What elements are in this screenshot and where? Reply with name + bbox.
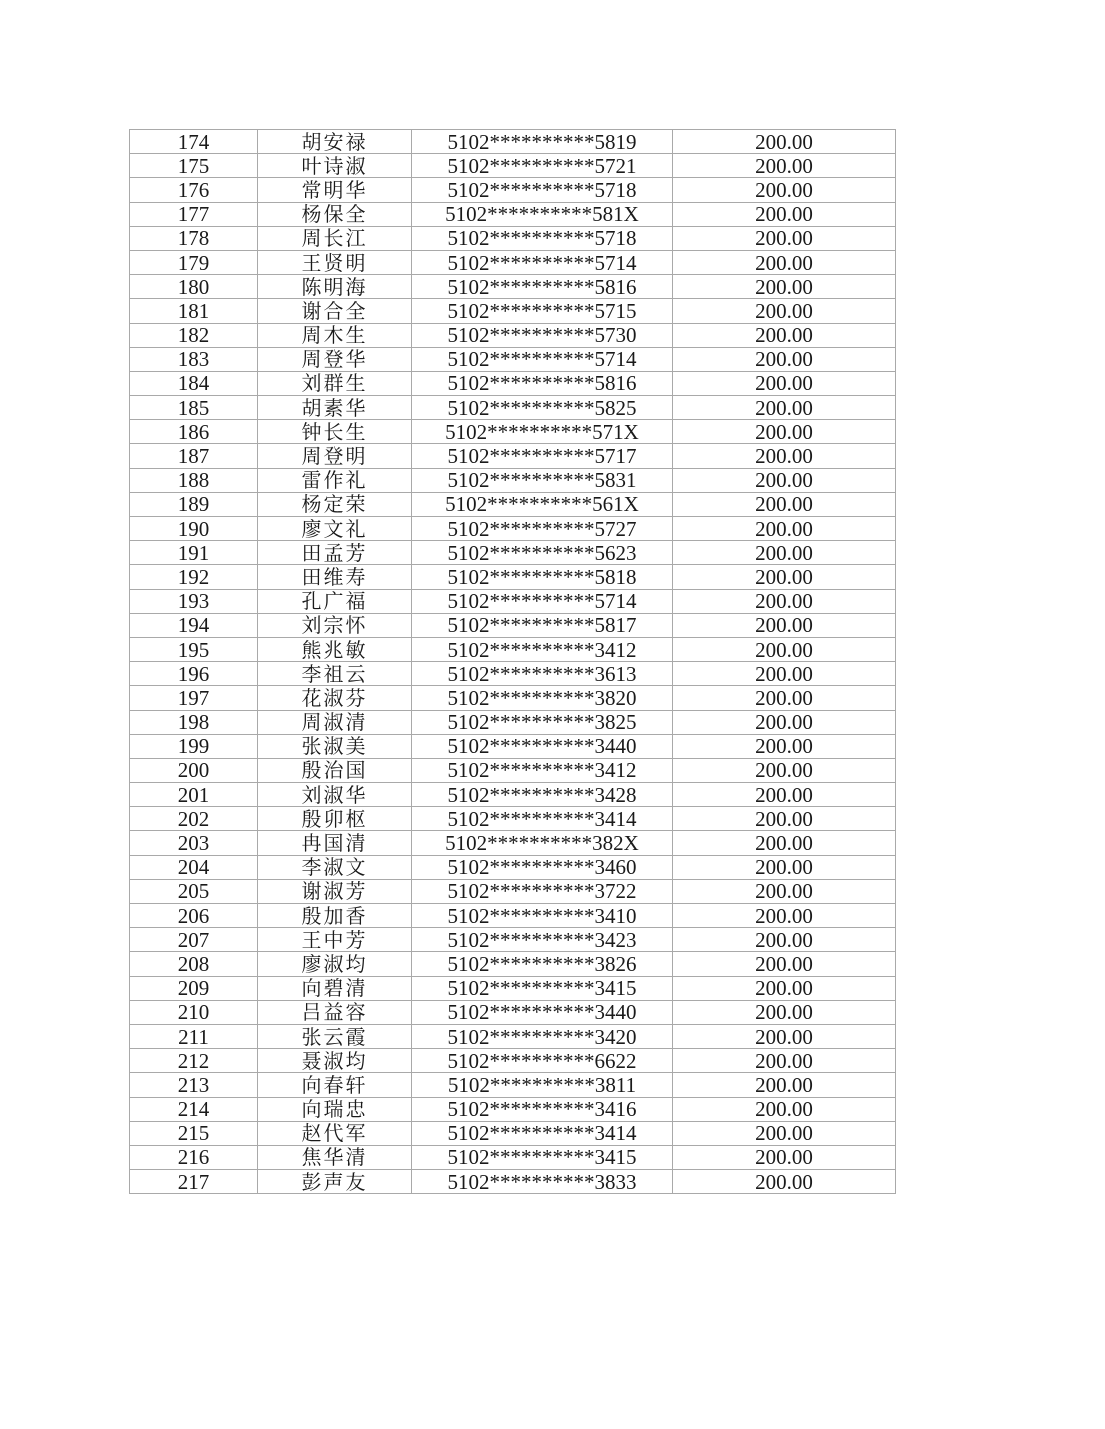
table-row	[130, 904, 896, 928]
person-name-cell: 谢合全	[258, 299, 412, 323]
table-row	[130, 420, 896, 444]
amount-cell: 200.00	[673, 613, 896, 637]
row-number-cell: 187	[130, 444, 258, 468]
person-name-cell: 周木生	[258, 323, 412, 347]
table-row	[130, 1073, 896, 1097]
table-row	[130, 952, 896, 976]
table-row	[130, 637, 896, 661]
amount-cell: 200.00	[673, 807, 896, 831]
person-name-cell: 刘淑华	[258, 783, 412, 807]
table-row	[130, 589, 896, 613]
table-row	[130, 1170, 896, 1194]
row-number-cell: 195	[130, 637, 258, 661]
amount-cell: 200.00	[673, 758, 896, 782]
table-row	[130, 734, 896, 758]
id-number-cell: 5102**********3440	[412, 1000, 673, 1024]
id-number-cell: 5102**********5818	[412, 565, 673, 589]
person-name-cell: 钟长生	[258, 420, 412, 444]
table-row	[130, 613, 896, 637]
table-row	[130, 807, 896, 831]
row-number-cell: 209	[130, 976, 258, 1000]
id-number-cell: 5102**********3440	[412, 734, 673, 758]
id-number-cell: 5102**********5715	[412, 299, 673, 323]
table-row	[130, 130, 896, 154]
table-row	[130, 879, 896, 903]
amount-cell: 200.00	[673, 323, 896, 347]
row-number-cell: 188	[130, 468, 258, 492]
id-number-cell: 5102**********382X	[412, 831, 673, 855]
person-name-cell: 胡素华	[258, 396, 412, 420]
amount-cell: 200.00	[673, 250, 896, 274]
id-number-cell: 5102**********5721	[412, 154, 673, 178]
row-number-cell: 199	[130, 734, 258, 758]
id-number-cell: 5102**********5825	[412, 396, 673, 420]
table-row	[130, 468, 896, 492]
person-name-cell: 殷治国	[258, 758, 412, 782]
person-name-cell: 王贤明	[258, 250, 412, 274]
person-name-cell: 孔广福	[258, 589, 412, 613]
row-number-cell: 198	[130, 710, 258, 734]
table-row	[130, 976, 896, 1000]
person-name-cell: 赵代军	[258, 1121, 412, 1145]
row-number-cell: 193	[130, 589, 258, 613]
person-name-cell: 雷作礼	[258, 468, 412, 492]
id-number-cell: 5102**********3416	[412, 1097, 673, 1121]
table-row	[130, 831, 896, 855]
amount-cell: 200.00	[673, 275, 896, 299]
person-name-cell: 田维寿	[258, 565, 412, 589]
id-number-cell: 5102**********571X	[412, 420, 673, 444]
id-number-cell: 5102**********3820	[412, 686, 673, 710]
row-number-cell: 214	[130, 1097, 258, 1121]
person-name-cell: 冉国清	[258, 831, 412, 855]
id-number-cell: 5102**********3415	[412, 976, 673, 1000]
person-name-cell: 焦华清	[258, 1145, 412, 1169]
id-number-cell: 5102**********5730	[412, 323, 673, 347]
table-row	[130, 444, 896, 468]
id-number-cell: 5102**********5714	[412, 589, 673, 613]
id-number-cell: 5102**********5718	[412, 178, 673, 202]
amount-cell: 200.00	[673, 492, 896, 516]
amount-cell: 200.00	[673, 783, 896, 807]
table-row	[130, 565, 896, 589]
person-name-cell: 王中芳	[258, 928, 412, 952]
person-name-cell: 杨保全	[258, 202, 412, 226]
person-name-cell: 谢淑芳	[258, 879, 412, 903]
row-number-cell: 189	[130, 492, 258, 516]
person-name-cell: 刘宗怀	[258, 613, 412, 637]
amount-cell: 200.00	[673, 202, 896, 226]
row-number-cell: 210	[130, 1000, 258, 1024]
amount-cell: 200.00	[673, 855, 896, 879]
amount-cell: 200.00	[673, 468, 896, 492]
amount-cell: 200.00	[673, 1170, 896, 1194]
person-name-cell: 聂淑均	[258, 1049, 412, 1073]
amount-cell: 200.00	[673, 879, 896, 903]
row-number-cell: 192	[130, 565, 258, 589]
id-number-cell: 5102**********581X	[412, 202, 673, 226]
person-name-cell: 向春轩	[258, 1073, 412, 1097]
amount-cell: 200.00	[673, 371, 896, 395]
person-name-cell: 常明华	[258, 178, 412, 202]
id-number-cell: 5102**********3825	[412, 710, 673, 734]
amount-cell: 200.00	[673, 1049, 896, 1073]
id-number-cell: 5102**********561X	[412, 492, 673, 516]
person-name-cell: 殷卯枢	[258, 807, 412, 831]
row-number-cell: 178	[130, 226, 258, 250]
table-row	[130, 541, 896, 565]
id-number-cell: 5102**********3428	[412, 783, 673, 807]
person-name-cell: 殷加香	[258, 904, 412, 928]
row-number-cell: 191	[130, 541, 258, 565]
amount-cell: 200.00	[673, 710, 896, 734]
id-number-cell: 5102**********5714	[412, 250, 673, 274]
id-number-cell: 5102**********5717	[412, 444, 673, 468]
amount-cell: 200.00	[673, 589, 896, 613]
amount-cell: 200.00	[673, 1145, 896, 1169]
row-number-cell: 212	[130, 1049, 258, 1073]
id-number-cell: 5102**********3833	[412, 1170, 673, 1194]
amount-cell: 200.00	[673, 734, 896, 758]
id-number-cell: 5102**********3412	[412, 637, 673, 661]
row-number-cell: 200	[130, 758, 258, 782]
id-number-cell: 5102**********5831	[412, 468, 673, 492]
amount-cell: 200.00	[673, 904, 896, 928]
amount-cell: 200.00	[673, 226, 896, 250]
row-number-cell: 211	[130, 1024, 258, 1048]
id-number-cell: 5102**********3460	[412, 855, 673, 879]
row-number-cell: 204	[130, 855, 258, 879]
id-number-cell: 5102**********6622	[412, 1049, 673, 1073]
person-name-cell: 刘群生	[258, 371, 412, 395]
amount-cell: 200.00	[673, 952, 896, 976]
amount-cell: 200.00	[673, 976, 896, 1000]
row-number-cell: 203	[130, 831, 258, 855]
id-number-cell: 5102**********5623	[412, 541, 673, 565]
amount-cell: 200.00	[673, 565, 896, 589]
person-name-cell: 向碧清	[258, 976, 412, 1000]
roster-table-body	[130, 130, 896, 1194]
person-name-cell: 向瑞忠	[258, 1097, 412, 1121]
table-row	[130, 371, 896, 395]
table-row	[130, 710, 896, 734]
id-number-cell: 5102**********3423	[412, 928, 673, 952]
id-number-cell: 5102**********3414	[412, 1121, 673, 1145]
table-row	[130, 154, 896, 178]
row-number-cell: 216	[130, 1145, 258, 1169]
row-number-cell: 213	[130, 1073, 258, 1097]
person-name-cell: 熊兆敏	[258, 637, 412, 661]
amount-cell: 200.00	[673, 541, 896, 565]
row-number-cell: 196	[130, 662, 258, 686]
row-number-cell: 183	[130, 347, 258, 371]
table-row	[130, 299, 896, 323]
row-number-cell: 217	[130, 1170, 258, 1194]
row-number-cell: 207	[130, 928, 258, 952]
id-number-cell: 5102**********5727	[412, 517, 673, 541]
row-number-cell: 185	[130, 396, 258, 420]
amount-cell: 200.00	[673, 420, 896, 444]
table-row	[130, 758, 896, 782]
row-number-cell: 201	[130, 783, 258, 807]
id-number-cell: 5102**********3722	[412, 879, 673, 903]
person-name-cell: 周登明	[258, 444, 412, 468]
amount-cell: 200.00	[673, 299, 896, 323]
amount-cell: 200.00	[673, 1073, 896, 1097]
amount-cell: 200.00	[673, 662, 896, 686]
table-row	[130, 323, 896, 347]
amount-cell: 200.00	[673, 831, 896, 855]
table-row	[130, 226, 896, 250]
person-name-cell: 叶诗淑	[258, 154, 412, 178]
table-row	[130, 396, 896, 420]
table-row	[130, 178, 896, 202]
id-number-cell: 5102**********5819	[412, 130, 673, 154]
amount-cell: 200.00	[673, 1097, 896, 1121]
id-number-cell: 5102**********3826	[412, 952, 673, 976]
row-number-cell: 179	[130, 250, 258, 274]
person-name-cell: 周长江	[258, 226, 412, 250]
table-row	[130, 1097, 896, 1121]
id-number-cell: 5102**********3415	[412, 1145, 673, 1169]
payment-roster-table	[129, 129, 896, 1194]
person-name-cell: 杨定荣	[258, 492, 412, 516]
amount-cell: 200.00	[673, 396, 896, 420]
row-number-cell: 177	[130, 202, 258, 226]
row-number-cell: 206	[130, 904, 258, 928]
table-row	[130, 1000, 896, 1024]
id-number-cell: 5102**********5718	[412, 226, 673, 250]
id-number-cell: 5102**********5817	[412, 613, 673, 637]
id-number-cell: 5102**********3420	[412, 1024, 673, 1048]
amount-cell: 200.00	[673, 686, 896, 710]
amount-cell: 200.00	[673, 1121, 896, 1145]
row-number-cell: 181	[130, 299, 258, 323]
table-row	[130, 517, 896, 541]
person-name-cell: 花淑芬	[258, 686, 412, 710]
person-name-cell: 张云霞	[258, 1024, 412, 1048]
row-number-cell: 215	[130, 1121, 258, 1145]
row-number-cell: 180	[130, 275, 258, 299]
table-row	[130, 783, 896, 807]
person-name-cell: 吕益容	[258, 1000, 412, 1024]
amount-cell: 200.00	[673, 154, 896, 178]
id-number-cell: 5102**********5816	[412, 275, 673, 299]
row-number-cell: 202	[130, 807, 258, 831]
table-row	[130, 1121, 896, 1145]
id-number-cell: 5102**********3414	[412, 807, 673, 831]
table-row	[130, 492, 896, 516]
id-number-cell: 5102**********3811	[412, 1073, 673, 1097]
person-name-cell: 张淑美	[258, 734, 412, 758]
table-row	[130, 202, 896, 226]
table-row	[130, 686, 896, 710]
table-row	[130, 928, 896, 952]
amount-cell: 200.00	[673, 637, 896, 661]
row-number-cell: 194	[130, 613, 258, 637]
table-row	[130, 855, 896, 879]
person-name-cell: 田孟芳	[258, 541, 412, 565]
table-row	[130, 250, 896, 274]
table-row	[130, 347, 896, 371]
id-number-cell: 5102**********3412	[412, 758, 673, 782]
row-number-cell: 182	[130, 323, 258, 347]
amount-cell: 200.00	[673, 517, 896, 541]
person-name-cell: 彭声友	[258, 1170, 412, 1194]
row-number-cell: 184	[130, 371, 258, 395]
row-number-cell: 197	[130, 686, 258, 710]
table-row	[130, 1049, 896, 1073]
row-number-cell: 190	[130, 517, 258, 541]
person-name-cell: 廖淑均	[258, 952, 412, 976]
id-number-cell: 5102**********5816	[412, 371, 673, 395]
row-number-cell: 175	[130, 154, 258, 178]
amount-cell: 200.00	[673, 1024, 896, 1048]
amount-cell: 200.00	[673, 130, 896, 154]
person-name-cell: 胡安禄	[258, 130, 412, 154]
row-number-cell: 174	[130, 130, 258, 154]
amount-cell: 200.00	[673, 444, 896, 468]
row-number-cell: 205	[130, 879, 258, 903]
person-name-cell: 周登华	[258, 347, 412, 371]
id-number-cell: 5102**********3410	[412, 904, 673, 928]
table-row	[130, 275, 896, 299]
amount-cell: 200.00	[673, 928, 896, 952]
person-name-cell: 李祖云	[258, 662, 412, 686]
row-number-cell: 208	[130, 952, 258, 976]
row-number-cell: 176	[130, 178, 258, 202]
table-row	[130, 662, 896, 686]
amount-cell: 200.00	[673, 1000, 896, 1024]
person-name-cell: 廖文礼	[258, 517, 412, 541]
person-name-cell: 陈明海	[258, 275, 412, 299]
table-row	[130, 1145, 896, 1169]
amount-cell: 200.00	[673, 178, 896, 202]
person-name-cell: 周淑清	[258, 710, 412, 734]
table-row	[130, 1024, 896, 1048]
id-number-cell: 5102**********3613	[412, 662, 673, 686]
id-number-cell: 5102**********5714	[412, 347, 673, 371]
row-number-cell: 186	[130, 420, 258, 444]
amount-cell: 200.00	[673, 347, 896, 371]
person-name-cell: 李淑文	[258, 855, 412, 879]
